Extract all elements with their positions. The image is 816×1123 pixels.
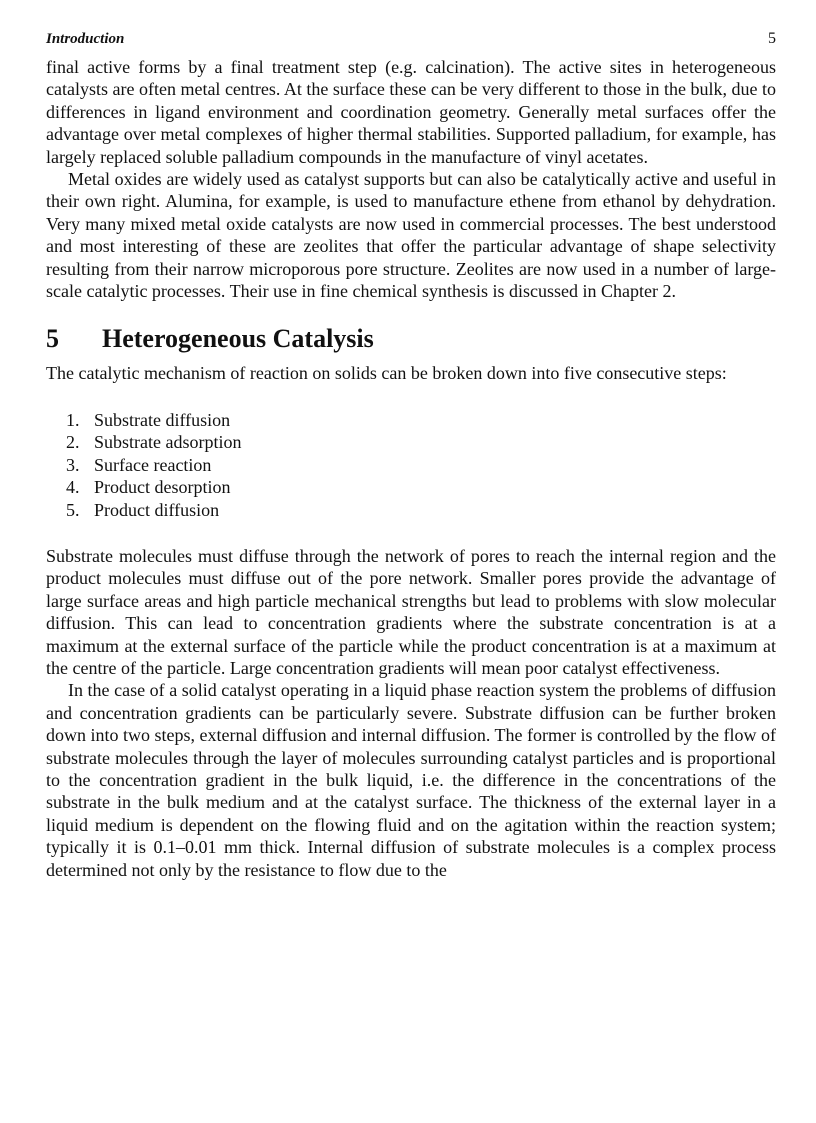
list-item [66,431,776,453]
list-item [66,499,776,521]
list-item-number: 1. [66,409,80,430]
paragraph-liquid-phase: In the case of a solid catalyst operating in a liquid phase reaction system the problems of diffusion and concentration gradients can be particularly severe. Substrate diffusion can be further broken down into two steps, external diffusion and internal diffusion. The former is controlled by the flow of substrate molecules through the layer of molecules surrounding catalyst particles and is proportional to the concentration gradient in the bulk liquid, i.e. the difference in the concentrations of the substrate in the bulk medium and at the catalyst surface. The thickness of the external layer in a liquid medium is dependent on the flowing fluid and on the agitation within the reaction system; typically it is 0.1–0.01 mm thick. Internal diffusion of substrate molecules is a complex process determined not only by the resistance to flow due to the [46,680,776,880]
list-item-text: Product desorption [94,477,231,498]
paragraph-active-sites: final active forms by a final treatment step (e.g. calcination). The active sites in heterogeneous catalysts are often metal centres. At the surface these can be very different to those in the bulk, due to differences in ligand environment and coordination geometry. Generally metal surfaces offer the advantage over metal complexes of higher thermal stabilities. Supported palladium, for example, has largely replaced soluble palladium compounds in the manufacture of vinyl acetates. [46,57,776,167]
steps-list [46,409,776,521]
paragraph-substrate-molecules: Substrate molecules must diffuse through the network of pores to reach the internal region and the product molecules must diffuse out of the pore network. Smaller pores provide the advantage of large surface areas and high particle mechanical strengths but lead to problems with slow molecular diffusion. This can lead to concentration gradients where the substrate concentration is at a maximum at the external surface of the particle while the product concentration is at a maximum at the centre of the particle. Large concentration gradients will mean poor catalyst effectiveness. [46,545,776,678]
paragraph-metal-oxides: Metal oxides are widely used as catalyst supports but can also be catalytically active and useful in their own right. Alumina, for example, is used to manufacture ethene from ethanol by dehydration. Very many mixed metal oxide catalysts are now used in commercial processes. The best understood and most interesting of these are zeolites that offer the particular advantage of shape selectivity resulting from their narrow microporous pore structure. Zeolites are now used in a number of large-scale catalytic processes. Their use in fine chemical synthesis is discussed in Chapter 2. [46,169,776,302]
page [46,30,776,881]
list-item-text: Surface reaction [94,454,212,475]
list-item [66,476,776,498]
list-item-number: 5. [66,499,80,520]
list-item-number: 2. [66,432,80,453]
list-item [66,409,776,431]
list-item-text: Substrate adsorption [94,432,242,453]
list-item-text: Substrate diffusion [94,409,231,430]
running-title: Introduction [46,31,125,47]
list-item-number: 4. [66,477,80,498]
section-number: 5 [46,324,59,354]
paragraph-mechanism-intro: The catalytic mechanism of reaction on solids can be broken down into five consecutive steps: [46,363,727,384]
section-heading [46,324,776,354]
section-title: Heterogeneous Catalysis [102,324,374,354]
list-item [66,454,776,476]
page-number: 5 [768,30,776,47]
running-header [46,30,776,52]
list-item-text: Product diffusion [94,499,220,520]
list-item-number: 3. [66,454,80,475]
